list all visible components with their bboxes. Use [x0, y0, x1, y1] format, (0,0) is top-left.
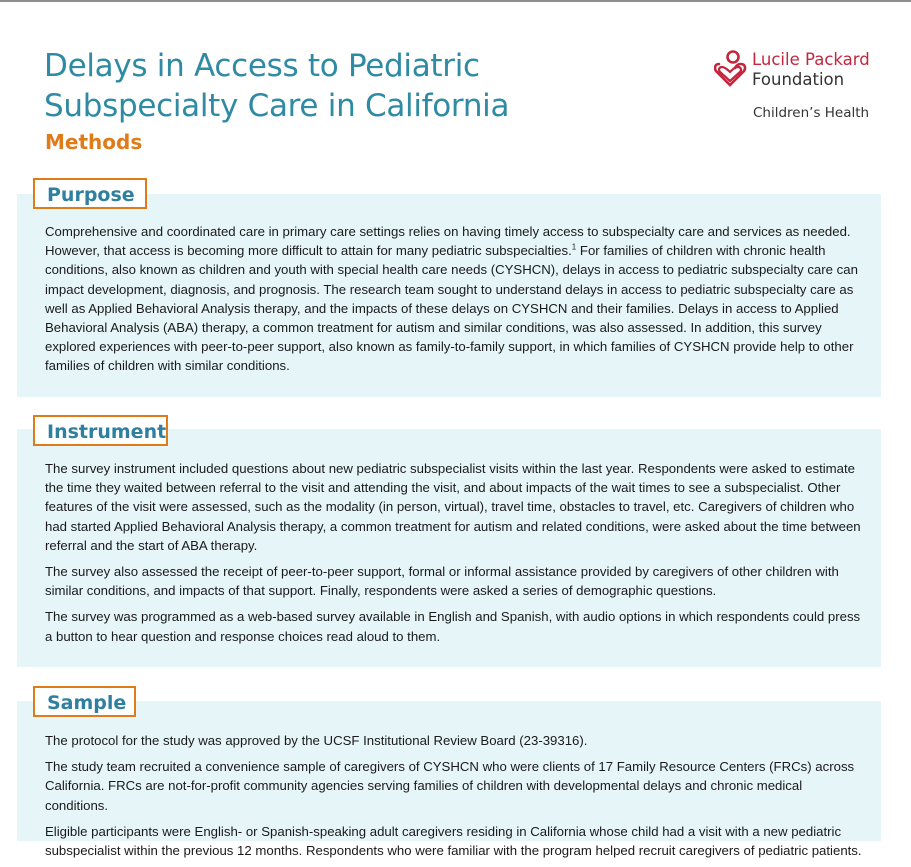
instrument-paragraph-3: The survey was programmed as a web-based survey available in English and Spanish, with audio options in which respondents could press a button to hear question and response choices read aloud to them. — [45, 609, 861, 644]
purpose-heading: Purpose — [33, 178, 147, 209]
sample-paragraph-3: Eligible participants were English- or Spanish-speaking adult caregivers residing in California whose child had a visit with a new pediatric subspecialist within the previous 12 months. Respondents who were familiar with the program helped recruit caregivers of pediatric patients. — [45, 823, 862, 859]
page-title-line-2: Subspecialty Care in California — [44, 88, 510, 124]
instrument-paragraph-1: The survey instrument included questions about new pediatric subspecialist visits within the last year. Respondents were asked to estimate the time they waited between referral to the visit and attending the visit, and about impacts of the wait times to see a subspecialist. Other features of the visit were assessed, such as the modality (in person, virtual), travel time, obstacles to travel, etc. Caregivers of children who had started Applied Behavioral Analysis therapy, a common treatment for autism and related conditions, were asked about the time between referral and the start of ABA therapy. — [45, 461, 861, 553]
foundation-tagline: Children’s Health — [753, 105, 870, 121]
foundation-name-line-2: Foundation — [752, 70, 845, 89]
instrument-heading: Instrument — [33, 415, 168, 446]
sample-heading: Sample — [33, 686, 136, 717]
instrument-paragraph-2: The survey also assessed the receipt of peer-to-peer support, formal or informal assistance provided by caregivers of other children with similar conditions, and impacts of that support. Finally, respondents were asked a series of demographic questions. — [45, 564, 839, 599]
sample-paragraph-1: The protocol for the study was approved by the UCSF Institutional Review Board (23-39316). — [45, 733, 588, 748]
foundation-name-line-1: Lucile Packard — [752, 50, 870, 69]
foundation-logo — [714, 47, 894, 127]
purpose-text-part-1: Comprehensive and coordinated care in primary care settings relies on having timely access to subspecialty care and services as needed. However, that access is becoming more difficult to attain for many pediatric subspecialties. — [45, 224, 851, 259]
footnote-ref: 1 — [571, 242, 577, 252]
sample-text — [45, 731, 867, 867]
hearts-logo-icon — [714, 49, 748, 89]
page-title-line-1: Delays in Access to Pediatric — [44, 48, 480, 84]
foundation-name — [752, 50, 870, 90]
top-border-line — [0, 0, 911, 2]
instrument-text — [45, 459, 867, 653]
purpose-text — [45, 222, 867, 383]
page-subtitle: Methods — [45, 130, 143, 154]
purpose-text-part-2: For families of children with chronic health conditions, also known as children and youth with special health care needs (CYSHCN), delays in access to pediatric subspecialty care can impact development, diagnosis, and prognosis. The research team sought to understand delays in access to pediatric subspecialty care as well as Applied Behavioral Analysis therapy, and the impacts of these delays on CYSHCN and their families. Delays in access to Applied Behavioral Analysis (ABA) therapy, a common treatment for autism and similar conditions, was also assessed. In addition, this survey explored experiences with peer-to-peer support, also known as family-to-family support, in which families of CYSHCN provide help to other families of children with similar conditions. — [45, 243, 858, 374]
purpose-paragraph — [45, 222, 867, 376]
page-title — [44, 46, 509, 126]
sample-paragraph-2: The study team recruited a convenience sample of caregivers of CYSHCN who were clients of 17 Family Resource Centers (FRCs) across California. FRCs are not-for-profit community agencies serving families of children with developmental delays and chronic medical conditions. — [45, 759, 855, 813]
